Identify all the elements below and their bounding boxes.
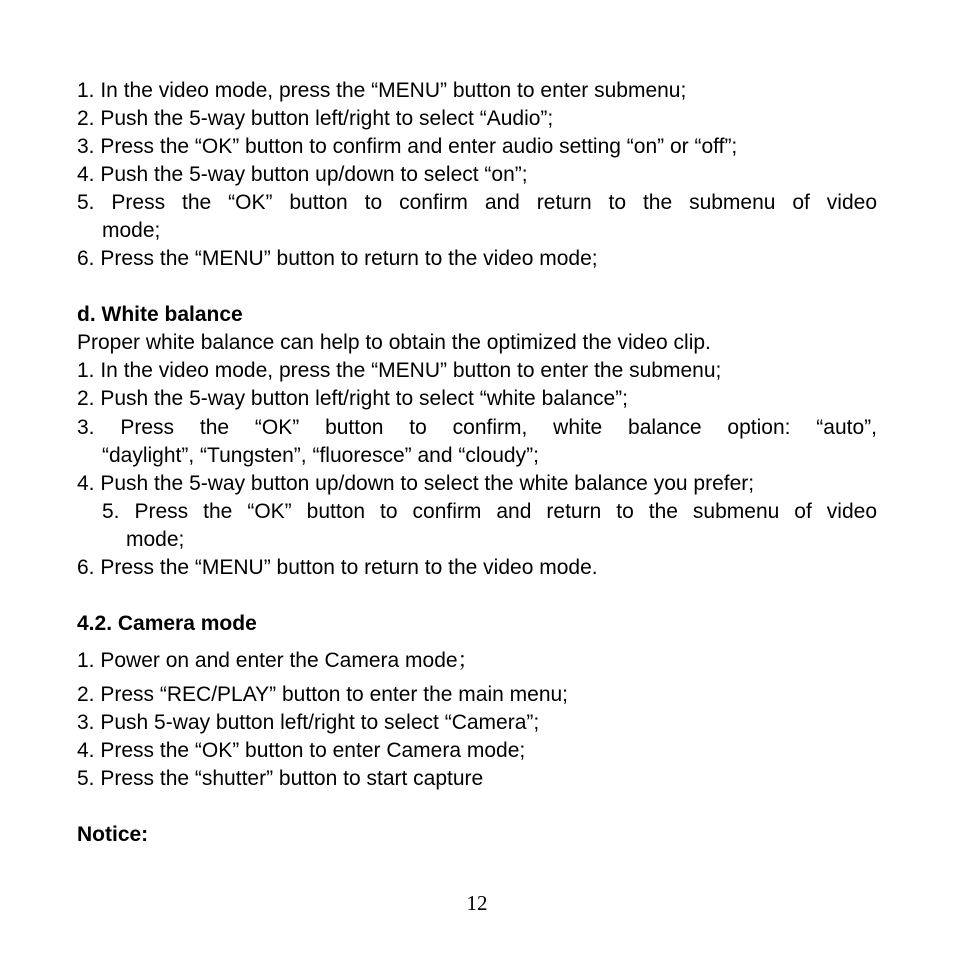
page-number: 12: [466, 891, 488, 915]
audio-step-5-continued: mode;: [102, 219, 161, 242]
wb-step-1: 1. In the video mode, press the “MENU” button to enter the submenu;: [77, 359, 722, 382]
audio-step-6: 6. Press the “MENU” button to return to the video mode;: [77, 247, 598, 270]
white-balance-heading: d. White balance: [77, 303, 243, 326]
wb-step-3: 3. Press the “OK” button to confirm, white balance option: “auto”,: [77, 416, 877, 439]
audio-step-4: 4. Push the 5-way button up/down to select “on”;: [77, 163, 528, 186]
audio-step-2: 2. Push the 5-way button left/right to select “Audio”;: [77, 107, 554, 130]
wb-step-6: 6. Press the “MENU” button to return to the video mode.: [77, 556, 598, 579]
camera-step-4: 4. Press the “OK” button to enter Camera mode;: [77, 739, 526, 762]
audio-step-5: 5. Press the “OK” button to confirm and return to the submenu of video: [77, 191, 877, 214]
camera-step-3: 3. Push 5-way button left/right to select “Camera”;: [77, 711, 540, 734]
audio-step-1: 1. In the video mode, press the “MENU” button to enter submenu;: [77, 79, 687, 102]
wb-step-2: 2. Push the 5-way button left/right to select “white balance”;: [77, 387, 628, 410]
camera-step-2: 2. Press “REC/PLAY” button to enter the main menu;: [77, 683, 569, 706]
audio-step-3: 3. Press the “OK” button to confirm and enter audio setting “on” or “off”;: [77, 135, 738, 158]
wb-step-5-continued: mode;: [126, 528, 185, 551]
notice-heading: Notice:: [77, 823, 149, 846]
wb-step-5: 5. Press the “OK” button to confirm and return to the submenu of video: [102, 500, 877, 523]
camera-mode-heading: 4.2. Camera mode: [77, 612, 257, 635]
camera-step-5: 5. Press the “shutter” button to start capture: [77, 767, 484, 790]
wb-step-4: 4. Push the 5-way button up/down to select the white balance you prefer;: [77, 472, 755, 495]
wb-step-3-continued: “daylight”, “Tungsten”, “fluoresce” and “cloudy”;: [102, 444, 539, 467]
white-balance-intro: Proper white balance can help to obtain the optimized the video clip.: [77, 331, 711, 354]
camera-step-1: 1. Power on and enter the Camera mode；: [77, 649, 479, 672]
